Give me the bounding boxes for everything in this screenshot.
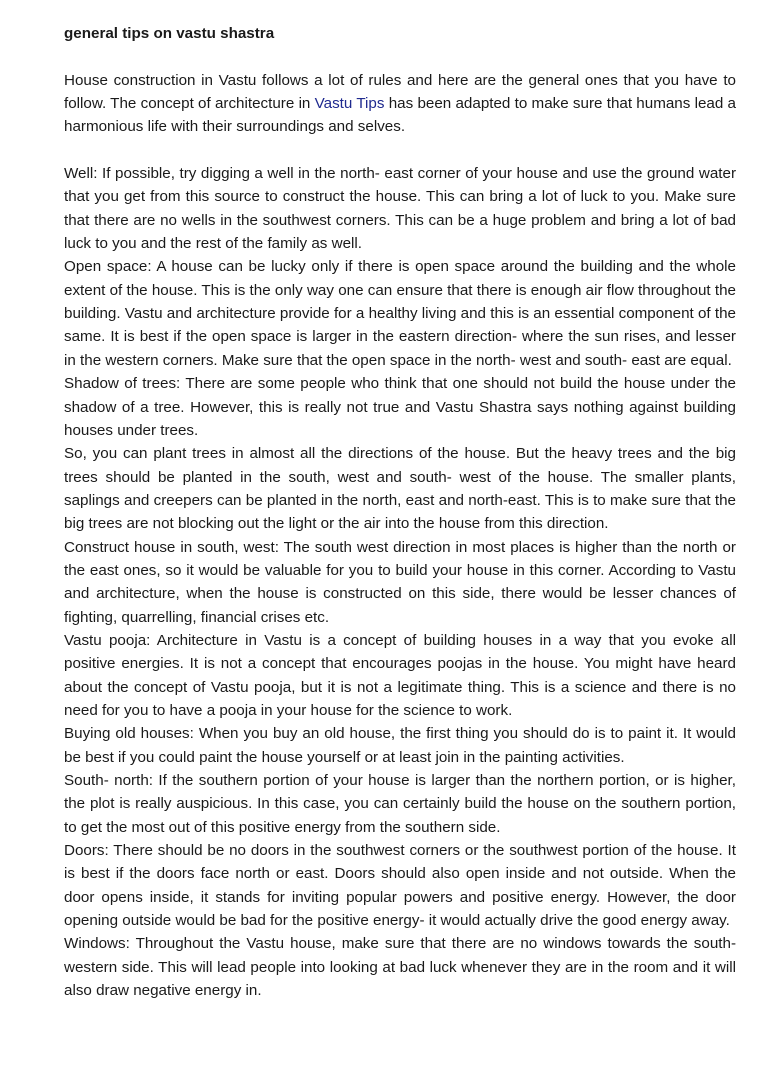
- paragraph-shadow-of-trees: Shadow of trees: There are some people who think that one should not build the house under the shadow of a tree. However, this is really not true and Vastu Shastra says nothing against building houses under trees.: [64, 375, 736, 439]
- paragraph-buying-old-houses: Buying old houses: When you buy an old house, the first thing you should do is to paint it. It would be best if you could paint the house yourself or at least join in the painting activities.: [64, 725, 736, 766]
- document-page: [64, 22, 736, 1002]
- paragraph-windows: Windows: Throughout the Vastu house, make sure that there are no windows towards the south-western side. This will lead people into looking at bad luck whenever they are in the room and it will also draw negative energy in.: [64, 935, 736, 1000]
- paragraph-south-north: South- north: If the southern portion of your house is larger than the northern portion, or is higher, the plot is really auspicious. In this case, you can certainly build the house on the southern portion, to get the most out of this positive energy from the southern side.: [64, 772, 736, 836]
- paragraph-doors: Doors: There should be no doors in the southwest corners or the southwest portion of the house. It is best if the doors face north or east. Doors should also open inside and not outside. When the door opens inside, it stands for inviting popular powers and positive energy. However, the door opening outside would be bad for the positive energy- it would actually drive the good energy away.: [64, 842, 736, 930]
- paragraph-vastu-pooja: Vastu pooja: Architecture in Vastu is a concept of building houses in a way that you evoke all positive energies. It is not a concept that encourages poojas in the house. You might have heard about the concept of Vastu pooja, but it is not a legitimate thing. This is a science and there is no need for you to have a pooja in your house for the science to work.: [64, 631, 736, 719]
- spacer: [64, 139, 736, 162]
- paragraph-plant-trees: So, you can plant trees in almost all the directions of the house. But the heavy trees and the big trees should be planted in the south, west and south- west of the house. The smaller plants, saplings and creepers can be planted in the north, east and north-east. This is to make sure that the big trees are not blocking out the light or the air into the house from this direction.: [64, 445, 736, 533]
- intro-paragraph: [64, 69, 736, 139]
- paragraph-open-space: Open space: A house can be lucky only if there is open space around the building and the whole extent of the house. This is the only way one can ensure that there is enough air flow throughout the building. Vastu and architecture provide for a healthy living and this is an essential component of the same. It is best if the open space is larger in the eastern direction- where the sun rises, and lesser in the western corners. Make sure that the open space in the north- west and south- east are equal.: [64, 258, 736, 369]
- paragraph-well: Well: If possible, try digging a well in the north- east corner of your house and use the ground water that you get from this source to construct the house. This can bring a lot of luck to you. Make sure that there are no wells in the southwest corners. This can be a huge problem and bring a lot of bad luck to you and the rest of the family as well.: [64, 165, 736, 253]
- vastu-tips-link[interactable]: Vastu Tips: [314, 95, 385, 113]
- paragraph-construct-south-west: Construct house in south, west: The south west direction in most places is higher than the north or the east ones, so it would be valuable for you to build your house in this corner. According to Vastu and architecture, when the house is constructed on this side, there would be lesser chances of fighting, quarrelling, financial crises etc.: [64, 538, 736, 626]
- intro-text-before-link: House construction in Vastu follows a lot of rules and here are the general ones that you have to follow. The concept of architecture in: [64, 71, 736, 113]
- intro-text-after-link: has been adapted to make sure that humans lead a harmonious life with their surroundings and selves.: [64, 95, 736, 136]
- document-title: general tips on vastu shastra: [64, 25, 275, 42]
- spacer: [64, 45, 736, 68]
